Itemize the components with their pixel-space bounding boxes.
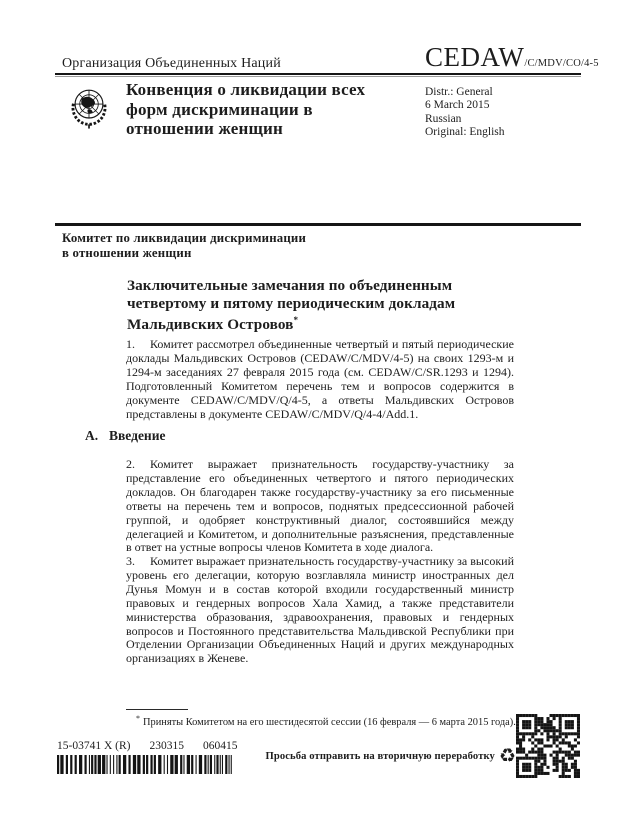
document-symbol-main: CEDAW — [425, 42, 525, 72]
recycle-icon: ♻ — [498, 744, 516, 767]
paragraph-number: 2. — [126, 457, 135, 471]
qr-code — [516, 714, 580, 778]
document-number-code: 060415 — [202, 740, 238, 752]
org-name: Организация Объединенных Наций — [62, 56, 281, 71]
footnote-rule — [126, 709, 188, 710]
section-a-heading — [85, 428, 165, 444]
convention-title — [126, 80, 365, 139]
convention-title-line: Конвенция о ликвидации всех — [126, 80, 366, 99]
committee-heading-line: в отношении женщин — [62, 246, 192, 260]
paragraph-number: 3. — [126, 554, 135, 568]
committee-heading-line: Комитет по ликвидации дискриминации — [62, 231, 307, 245]
document-number-code: 230315 — [149, 740, 184, 752]
paragraph-3 — [126, 555, 514, 666]
paragraph-number: 1. — [126, 337, 135, 351]
un-emblem-icon — [62, 82, 116, 138]
committee-heading — [62, 231, 306, 261]
footnote-marker: * — [136, 714, 140, 723]
barcode — [57, 755, 234, 774]
section-label: A. — [85, 428, 99, 443]
paragraph-text: Комитет выражает признательность государству-участнику за представление его объединенных четвертого и пятого периодических докладов. Он благодарен также государству-участнику за его письменные ответы на перечень тем и вопросов, поднятых предсессионной рабочей группой, и одобряет конструктивный диалог, состоявшийся между делегацией и Комитетом, и дополнительные разъяснения, представленные в ответ на устные вопросы членов Комитета в ходе диалога. — [126, 457, 514, 555]
recycle-text: Просьба отправить на вторичную переработку — [265, 750, 495, 762]
document-symbol-suffix: /C/MDV/CO/4-5 — [524, 58, 599, 69]
distr-line: 6 March 2015 — [425, 99, 490, 112]
paragraph-text: Комитет выражает признательность государству-участнику за высокий уровень его делегации, которую возглавляла министр иностранных дел Дунья Момун и в состав которой входили государственный министр правовых и гендерных вопросов Хала Хамид, а также представители министерства образования, здравоохранения, правовых и гендерных вопросов и Постоянного представительства Мальдивской Республики при Отделении Организации Объединенных Наций и других международных организациях в Женеве. — [126, 554, 514, 666]
section-divider-rule — [55, 223, 581, 226]
header-rule — [55, 73, 581, 77]
section-title: Введение — [109, 428, 166, 443]
distr-line: Russian — [425, 112, 462, 125]
paragraph-2 — [126, 458, 514, 555]
document-number-id: 15-03741 X (R) — [57, 740, 131, 752]
distr-line: Distr.: General — [425, 86, 493, 98]
document-number — [57, 740, 237, 752]
distribution-block — [425, 86, 505, 140]
footnote-text: Приняты Комитетом на его шестидесятой сессии (16 февраля — 6 марта 2015 года). — [143, 717, 516, 728]
paragraph-1 — [126, 338, 514, 421]
convention-title-line: форм дискриминации в — [126, 99, 313, 119]
convention-title-line: отношении женщин — [126, 119, 284, 138]
page-title: Заключительные замечания по объединенным четвертому и пятому периодическим докладам Мальдивских Островов* — [127, 277, 456, 334]
recycle-notice — [266, 744, 517, 768]
paragraph-text: Комитет рассмотрел объединенные четвертый и пятый периодические доклады Мальдивских Островов (CEDAW/C/MDV/4-5) на своих 1293-м и 1294-м заседаниях 27 февраля 2015 года (см. CEDAW/C/SR.1293 и 1294). Подготовленный Комитетом перечень тем и вопросов содержится в документе CEDAW/C/MDV/Q/4-5, а ответы Мальдивских Островов представлены в документе CEDAW/C/MDV/Q/4-4/Add.1. — [126, 337, 514, 421]
footnote — [126, 714, 516, 728]
document-symbol — [425, 42, 599, 73]
distr-line: Original: English — [425, 126, 505, 139]
title-footnote-marker: * — [293, 315, 299, 325]
